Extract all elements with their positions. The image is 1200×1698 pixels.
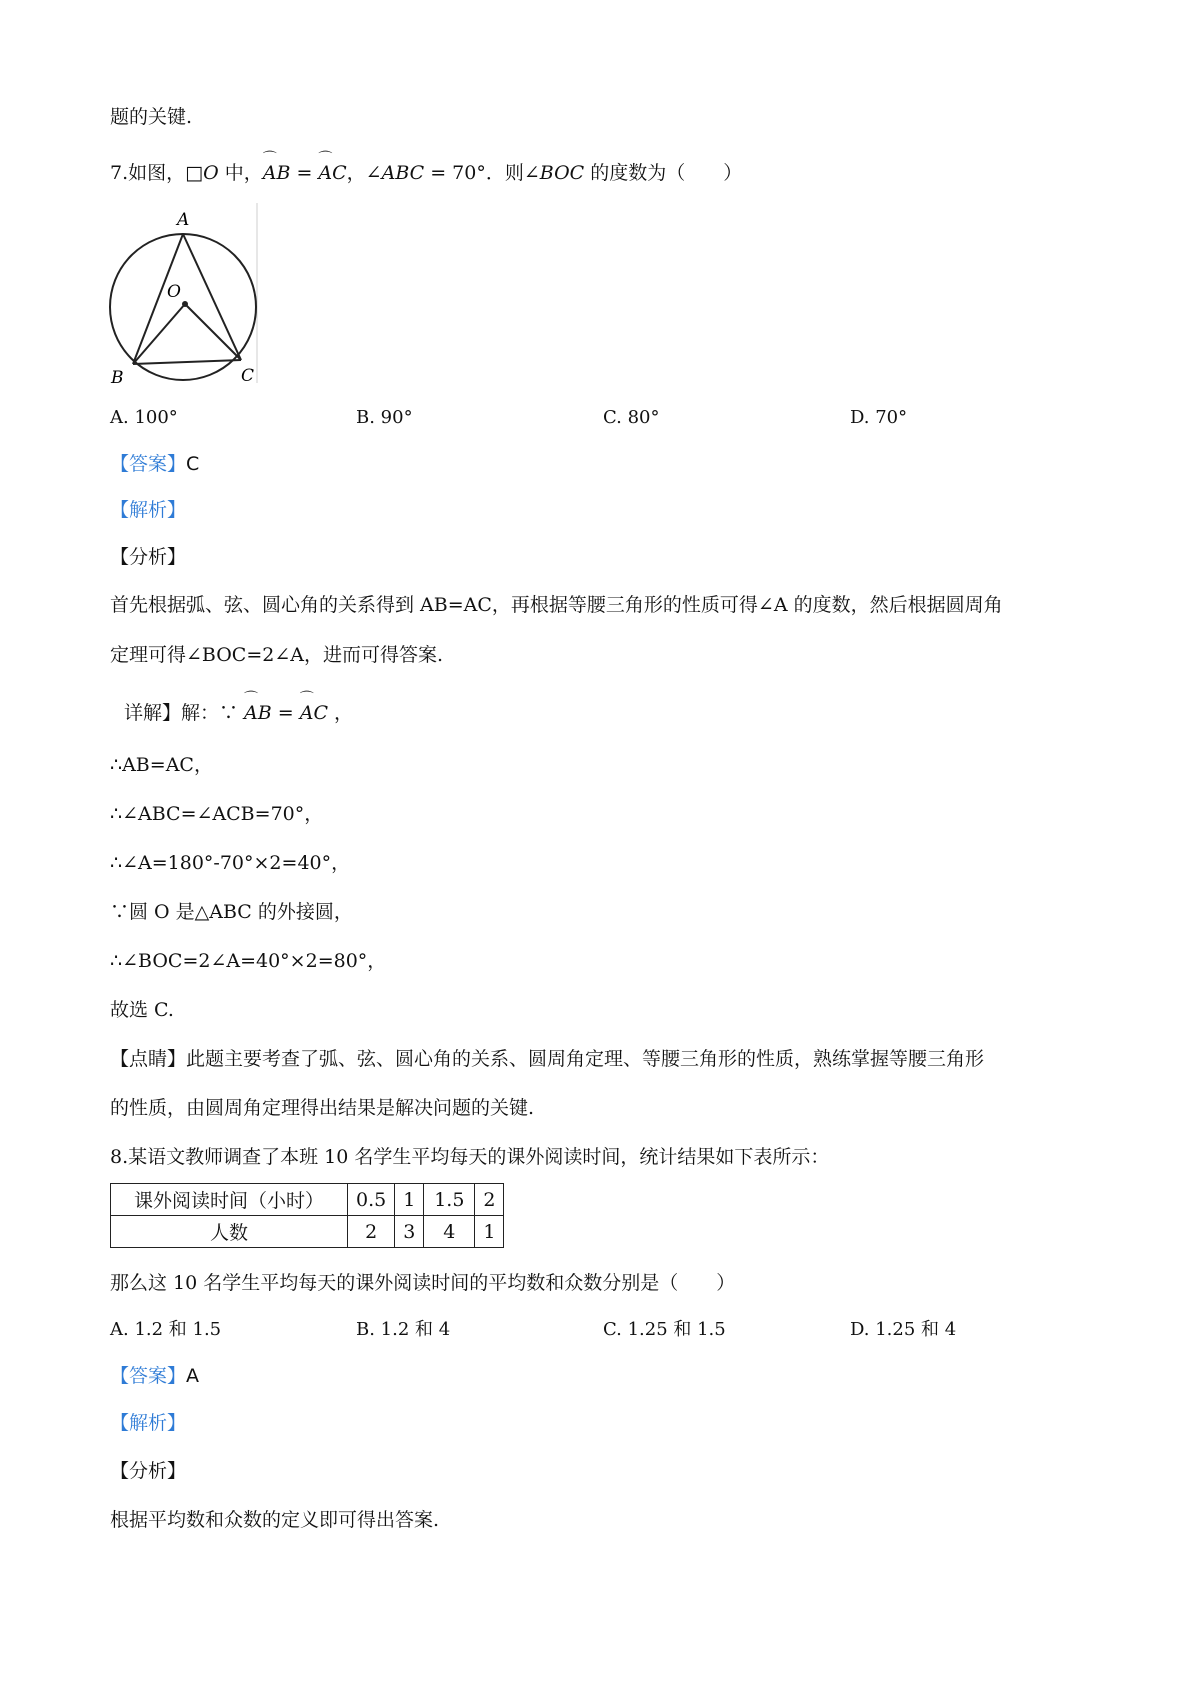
q7-option-c: C. 80° xyxy=(603,407,660,428)
q7-option-b: B. 90° xyxy=(356,407,413,428)
q7-answer: C xyxy=(186,453,200,475)
q7-analysis-2: 定理可得∠BOC=2∠A，进而可得答案. xyxy=(110,644,444,666)
table-cell: 1 xyxy=(395,1184,424,1216)
q7-stem-question: 的度数为（ ） xyxy=(584,162,743,184)
radius-oc xyxy=(185,304,241,360)
q7-analysis-1: 首先根据弧、弦、圆心角的关系得到 AB=AC，再根据等腰三角形的性质可得∠A 的度数，然后根据圆周角 xyxy=(110,594,1003,616)
q8-option-a: A. 1.2 和 1.5 xyxy=(110,1319,222,1340)
label-b: B xyxy=(111,368,124,385)
q7-option-d: D. 70° xyxy=(850,407,908,428)
q8-option-c: C. 1.25 和 1.5 xyxy=(603,1319,726,1340)
q8-answer: A xyxy=(186,1365,200,1387)
q7-stem-boc: BOC xyxy=(539,162,585,184)
label-c: C xyxy=(241,366,255,385)
label-a: A xyxy=(177,210,190,230)
detail-end: ， xyxy=(328,702,354,724)
q8-question: 那么这 10 名学生平均每天的课外阅读时间的平均数和众数分别是（ ） xyxy=(110,1272,736,1294)
reading-time-table xyxy=(110,1183,504,1248)
q8-option-d: D. 1.25 和 4 xyxy=(850,1319,957,1340)
q7-step-2: ∴∠ABC=∠ACB=70°， xyxy=(110,803,324,825)
q7-step-6: 故选 C. xyxy=(110,999,174,1021)
q7-stem-prefix: 7.如图， xyxy=(110,162,186,184)
q8-analysis: 根据平均数和众数的定义即可得出答案. xyxy=(110,1509,440,1531)
q7-stem xyxy=(110,160,742,186)
side-bc xyxy=(133,360,241,364)
q7-stem-angle: ，∠ xyxy=(346,162,382,184)
arc-ac: ⌒ AC xyxy=(318,160,346,186)
table-cell: 0.5 xyxy=(348,1184,395,1216)
q7-jiexi-tag: 【解析】 xyxy=(110,499,187,521)
table-header-count: 人数 xyxy=(111,1216,348,1248)
q7-step-4: ∵圆 O 是△ABC 的外接圆， xyxy=(110,901,353,923)
q8-option-b: B. 1.2 和 4 xyxy=(356,1319,451,1340)
circle-symbol: □ xyxy=(185,162,204,184)
q7-stem-abc: ABC xyxy=(381,162,425,184)
table-cell: 2 xyxy=(348,1216,395,1248)
prev-answer-tail: 题的关键. xyxy=(110,106,193,128)
table-row xyxy=(111,1184,504,1216)
q7-answer-line xyxy=(110,451,199,477)
radius-ob xyxy=(133,304,185,364)
q7-option-a: A. 100° xyxy=(110,407,178,428)
detail-eq: = xyxy=(271,702,300,724)
q7-stem-value: = 70°．则∠ xyxy=(424,162,540,184)
q8-stem: 8.某语文教师调查了本班 10 名学生平均每天的课外阅读时间，统计结果如下表所示： xyxy=(110,1146,830,1168)
q7-fenxi-tag: 【分析】 xyxy=(110,546,187,568)
q8-answer-tag: 【答案】 xyxy=(110,1365,187,1387)
arc-ab: ⌒ AB xyxy=(263,160,291,186)
q7-comment-2: 的性质，由圆周角定理得出结果是解决问题的关键. xyxy=(110,1097,535,1119)
q7-stem-o: O xyxy=(203,162,219,184)
table-cell: 4 xyxy=(424,1216,475,1248)
q7-comment-1: 【点睛】此题主要考查了弧、弦、圆心角的关系、圆周角定理、等腰三角形的性质，熟练掌握等腰三角形 xyxy=(110,1048,985,1070)
q7-eq: = xyxy=(290,162,319,184)
circle-triangle-figure xyxy=(105,203,265,385)
detail-arc-ab: ⌒ AB xyxy=(244,700,272,726)
center-point xyxy=(182,301,188,307)
q7-step-5: ∴∠BOC=2∠A=40°×2=80°， xyxy=(110,950,387,972)
q7-step-1: ∴AB=AC， xyxy=(110,754,213,776)
q8-jiexi-tag: 【解析】 xyxy=(110,1412,187,1434)
detail-arc-ac: ⌒ AC xyxy=(300,700,328,726)
q8-fenxi-tag: 【分析】 xyxy=(110,1460,187,1482)
q7-detail-prefix: 详解】解：∵ xyxy=(124,702,245,724)
table-cell: 2 xyxy=(475,1184,504,1216)
q7-stem-in: 中， xyxy=(218,162,263,184)
q7-step-3: ∴∠A=180°-70°×2=40°， xyxy=(110,852,351,874)
table-cell: 1 xyxy=(475,1216,504,1248)
table-header-time: 课外阅读时间（小时） xyxy=(111,1184,348,1216)
q7-detail-line xyxy=(124,700,353,726)
table-cell: 1.5 xyxy=(424,1184,475,1216)
q7-answer-tag: 【答案】 xyxy=(110,453,187,475)
q8-answer-line xyxy=(110,1363,199,1389)
table-cell: 3 xyxy=(395,1216,424,1248)
label-o: O xyxy=(167,282,181,302)
table-row xyxy=(111,1216,504,1248)
